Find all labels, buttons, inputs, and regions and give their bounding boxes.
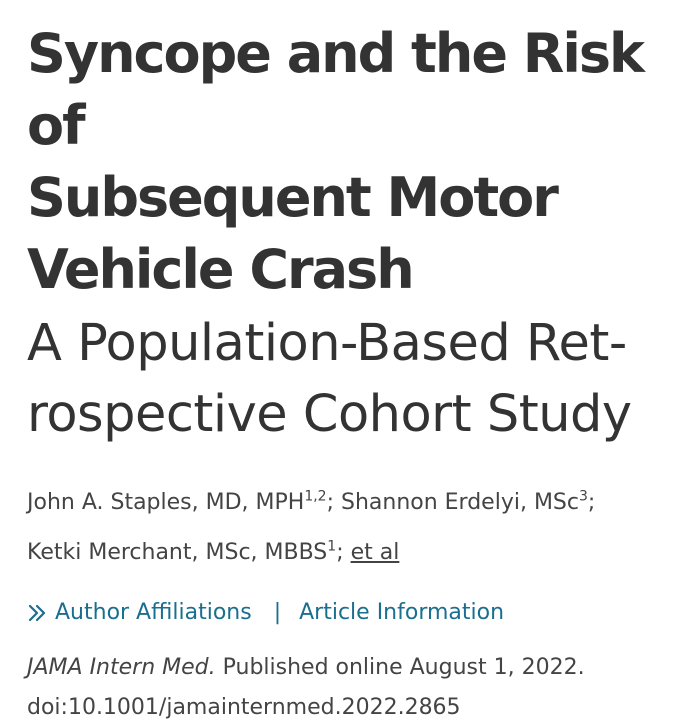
publication-line: [27, 648, 677, 688]
publication-date: Published online August 1, 2022.: [215, 655, 585, 680]
article-title-line: Subsequent Motor: [27, 166, 557, 229]
author-separator: ;: [336, 540, 351, 565]
journal-name: JAMA Intern Med.: [27, 655, 216, 680]
article-title-line: Syncope and the Risk of: [27, 22, 643, 157]
article-title-line: Vehicle Crash: [27, 238, 413, 301]
article-information-link[interactable]: Article Information: [299, 600, 505, 625]
author-list: [27, 478, 677, 578]
article-title: [27, 18, 677, 306]
article-subtitle: [27, 308, 677, 450]
article-subtitle-line: A Population-Based Ret-: [27, 314, 627, 373]
author-affiliation-ref: 3: [579, 488, 588, 505]
citation: [27, 648, 677, 728]
author-name: Ketki Merchant, MSc, MBBS: [27, 540, 328, 565]
article-header: [27, 18, 677, 728]
author-affiliation-ref: 1,2: [304, 488, 327, 505]
article-subtitle-line: rospective Cohort Study: [27, 385, 632, 444]
author-separator: ;: [326, 490, 341, 515]
author-name: John A. Staples, MD, MPH: [27, 490, 305, 515]
double-chevron-right-icon[interactable]: [27, 602, 49, 624]
author-line: [27, 478, 677, 528]
author-line: [27, 528, 677, 578]
doi: doi:10.1001/jamainternmed.2022.2865: [27, 695, 461, 720]
author-affiliations-link[interactable]: Author Affiliations: [55, 600, 252, 625]
article-links: [27, 598, 677, 628]
author-name: Shannon Erdelyi, MSc: [340, 490, 579, 515]
link-separator: |: [273, 600, 282, 625]
et-al-link[interactable]: et al: [350, 540, 400, 565]
author-affiliation-ref: 1: [327, 538, 337, 555]
author-separator: ;: [587, 490, 596, 515]
